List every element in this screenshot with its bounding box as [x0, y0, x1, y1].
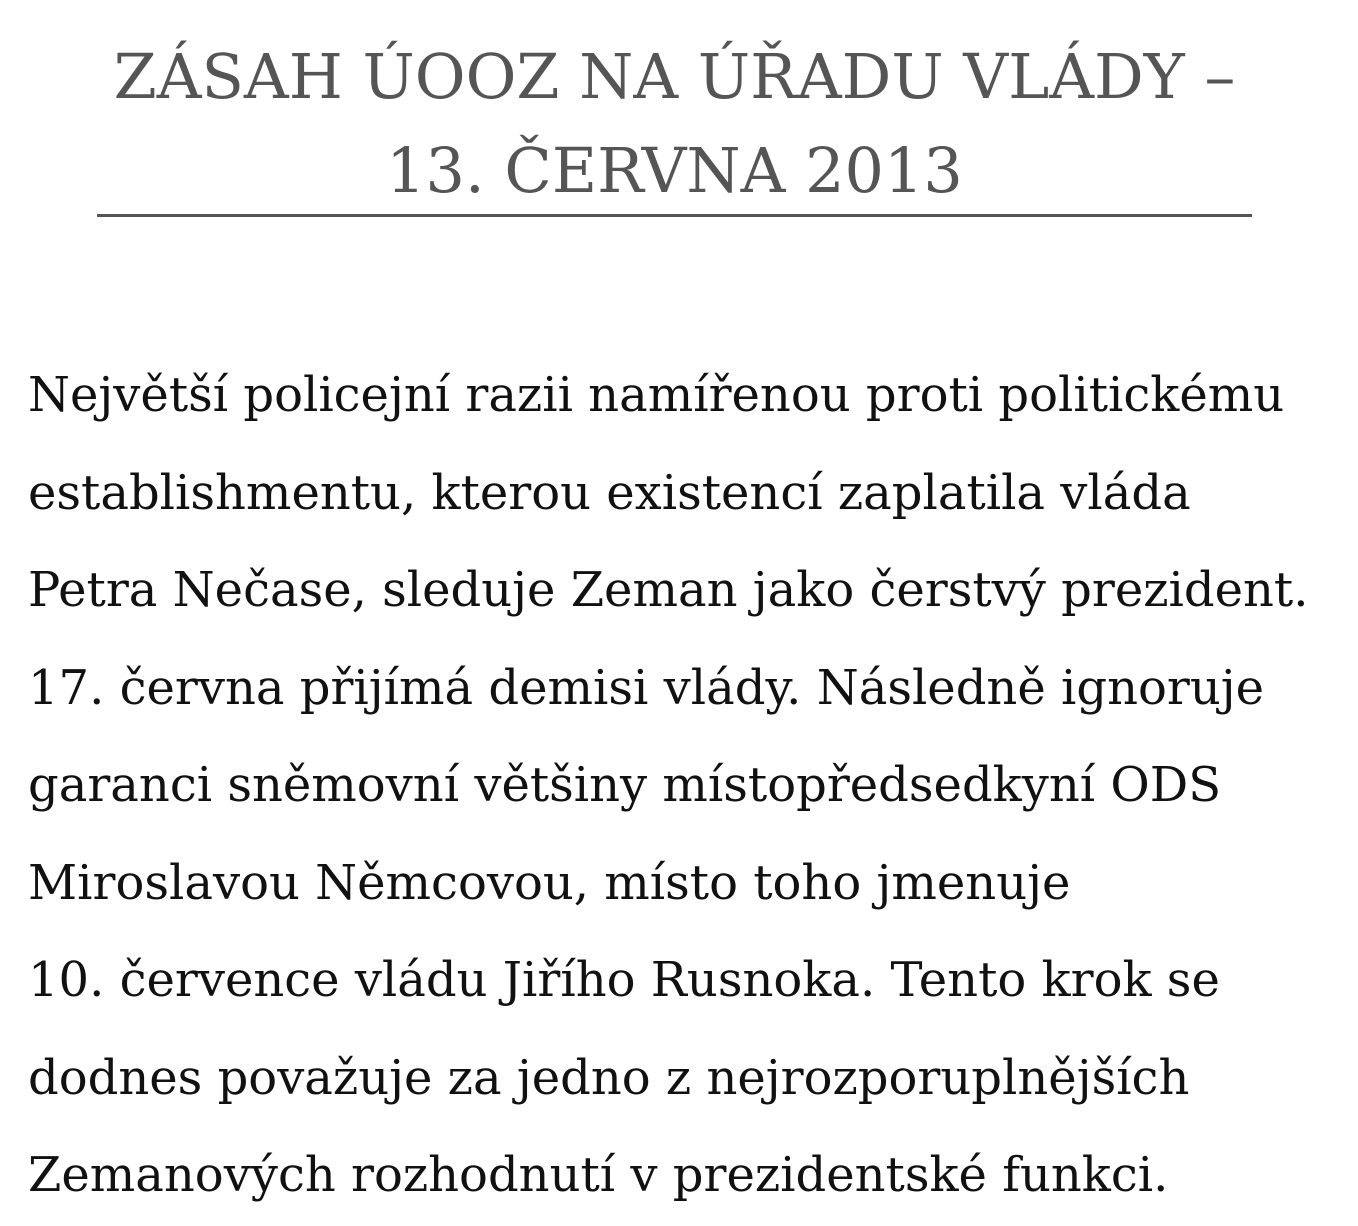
- paragraph-line: Největší policejní razii namířenou proti politickému: [28, 367, 1285, 423]
- paragraph-line: establishmentu, kterou existencí zaplatila vláda: [28, 464, 1191, 521]
- title-line: ZÁSAH ÚOOZ NA ÚŘADU VLÁDY –: [113, 40, 1236, 113]
- paragraph-line: Miroslavou Němcovou, místo toho jmenuje: [28, 854, 1071, 911]
- paragraph-line: 17. června přijímá demisi vlády. Následně ignoruje: [28, 659, 1265, 716]
- paragraph-line: 10. července vládu Jiřího Rusnoka. Tento krok se: [28, 952, 1220, 1008]
- page-title: [97, 30, 1252, 218]
- title-block: [97, 30, 1252, 217]
- title-line: 13. ČERVNA 2013: [386, 134, 963, 207]
- paragraph-line: garanci sněmovní většiny místopředsedkyní ODS: [28, 757, 1222, 813]
- paragraph-line: Zemanových rozhodnutí v prezidentské funkci.: [28, 1147, 1169, 1203]
- article-paragraph: [28, 347, 1338, 1225]
- paragraph-line: dodnes považuje za jedno z nejrozporuplnějších: [28, 1049, 1190, 1106]
- paragraph-line: Petra Nečase, sleduje Zeman jako čerstvý prezident.: [28, 562, 1309, 618]
